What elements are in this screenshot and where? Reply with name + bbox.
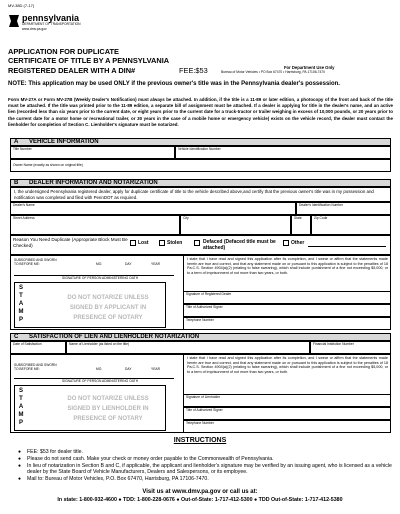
instruction-item <box>27 456 392 462</box>
lost-checkbox[interactable] <box>130 240 136 246</box>
vin-label: Vehicle Identification Number <box>178 146 221 151</box>
notary-warning-line: DO NOT NOTARIZE UNLESS <box>67 396 149 402</box>
stamp-letter: T <box>19 293 23 299</box>
form-title-line3: REGISTERED DEALER WITH A DIN# <box>8 66 136 75</box>
form-title-line1: APPLICATION FOR DUPLICATE <box>8 47 119 56</box>
notary-warning-line: PRESENCE OF NOTARY <box>73 315 143 321</box>
department-name: DEPARTMENT OF TRANSPORTATION <box>22 22 81 26</box>
other-checkbox[interactable] <box>283 240 289 246</box>
form-id: MV-38D (7-17) <box>8 3 35 8</box>
stamp-letters-b <box>16 284 26 324</box>
vin-field[interactable] <box>175 146 391 159</box>
instruction-item <box>27 463 392 475</box>
dealer-id-label: Dealer's Identification Number <box>299 202 344 207</box>
instruction-text: Please do not send cash. Make your check or money order payable to the Commonwealth of Pennsylvania. <box>27 456 274 462</box>
lienholder-signature-label: Signature of Lienholder <box>186 394 221 399</box>
notary-warning-line: SIGNED BY APPLICANT IN <box>69 305 147 311</box>
dealer-name-label: Dealer's Name <box>13 202 35 207</box>
affirmation-text-b: I state that I have read and signed this application after its completion, and I swear or affirm that the statements made herein are true and correct, and that any statement made on or pursuant to this application is subject to the penalties of 18 Pa.C.S. Section 4904(a)(2) (relating to false swearing), which shall include punishment of a fine not exceeding $5,000, or to a term of imprisonment of not more than two years, or both. <box>187 257 388 275</box>
owner-name-label: Owner Name (exactly as shown on original title) <box>13 163 83 167</box>
stamp-letter: P <box>18 420 23 426</box>
instructions-heading: INSTRUCTIONS <box>173 437 227 444</box>
other-line[interactable] <box>308 246 386 247</box>
affirmation-text-c: I state that I have read and signed this application after its completion, and I swear or affirm that the statements made herein are true and correct, and that any statement made on or pursuant to this application is subject to the penalties of 18 Pa.C.S. Section 4904(a)(2) (relating to false swearing), which shall include punishment of a fine not exceeding $5,000, or to a term of imprisonment of not more than two years, or both. <box>187 356 388 374</box>
bullet-icon: ● <box>18 463 22 469</box>
stamp-letter: A <box>18 404 24 410</box>
title-number-field[interactable] <box>10 146 175 159</box>
sworn-label-b <box>14 259 59 267</box>
dealer-name-field[interactable] <box>10 202 296 215</box>
bullet-icon: ● <box>18 449 22 455</box>
financial-institution-field[interactable] <box>310 341 391 354</box>
note-content: NOTE: This application may be used ONLY if the previous owner's title was in the Pennsylvania dealer's possession. <box>8 81 340 87</box>
day-label-c: DAY <box>125 367 132 371</box>
lienholder-name-field[interactable] <box>66 341 310 354</box>
other-label: Other <box>291 240 305 246</box>
stamp-letter: T <box>19 396 23 402</box>
signer-title-label-b: Title of Authorized Signer <box>186 304 223 309</box>
intro-paragraph <box>8 97 393 128</box>
affirmation-c <box>187 356 388 374</box>
owner-name-field[interactable] <box>10 159 391 172</box>
section-b-title: DEALER INFORMATION AND NOTARIZATION <box>29 180 158 186</box>
title-number-label: Title Number <box>13 146 32 151</box>
affirmation-b <box>187 257 388 275</box>
defaced-text: Defaced (Defaced title must be attached) <box>203 239 276 251</box>
section-b-header <box>10 179 391 187</box>
lienholder-signature-field[interactable] <box>183 394 391 407</box>
notary-warning-c <box>48 394 168 424</box>
form-title-line2: CERTIFICATE OF TITLE BY A PENNSYLVANIA <box>8 56 170 65</box>
dealer-signature-label: Signature of Registered Dealer <box>186 291 232 296</box>
zip-label: Zip Code <box>314 215 328 220</box>
stamp-letter: P <box>18 317 23 323</box>
signer-title-field-c[interactable] <box>183 407 391 420</box>
reason-text: Reason You Need Duplicate (Appropriate Block Must Be Checked) <box>13 237 128 248</box>
stamp-letter: M <box>18 309 24 315</box>
financial-institution-label: Financial Institution Number <box>313 341 354 346</box>
satisfaction-date-field[interactable] <box>10 341 66 354</box>
bullet-icon: ● <box>18 456 22 462</box>
year-label-b: YEAR <box>151 262 160 266</box>
dealer-id-field[interactable] <box>296 202 391 215</box>
day-label-b: DAY <box>125 262 132 266</box>
stamp-letters-c <box>16 387 26 427</box>
mo-label-c: MO. <box>96 367 103 371</box>
sworn-label-c <box>14 364 59 372</box>
phone-label-c: Telephone Number <box>186 420 214 425</box>
defaced-checkbox[interactable] <box>194 240 200 246</box>
instruction-text: In lieu of notarization in Section B and C, if applicable, the applicant and lienholder's signature may be verified by an issuing agent, who is licensed as a vehicle dealer by the State Board of Vehicle Manufacturers, Dealers and Salespersons, or its employee. <box>27 463 392 475</box>
signer-title-field-b[interactable] <box>183 304 391 317</box>
bullet-icon: ● <box>18 476 22 482</box>
notary-warning-b <box>48 293 168 323</box>
notary-warning-line: PRESENCE OF NOTARY <box>73 416 143 422</box>
lost-label: Lost <box>138 240 149 246</box>
stamp-letter: A <box>18 301 24 307</box>
city-label: City <box>183 215 189 220</box>
department-use-label: For Department Use Only <box>284 65 335 70</box>
instruction-item <box>27 449 392 455</box>
section-a-header <box>10 138 391 146</box>
state-logotype: pennsylvania <box>22 13 80 23</box>
state-field[interactable] <box>291 215 311 235</box>
instruction-text: FEE: $53 for dealer title. <box>27 449 83 455</box>
city-field[interactable] <box>180 215 291 235</box>
mo-label-b: MO. <box>96 262 103 266</box>
street-label: Street Address <box>13 215 35 220</box>
satisfaction-date-label: Date of Satisfaction <box>13 341 42 346</box>
footer-visit: Visit us at www.dmv.pa.gov or call us at: <box>142 489 258 495</box>
street-field[interactable] <box>10 215 180 235</box>
lienholder-name-label: Name of Lienholder (as listed on the title) <box>69 341 130 346</box>
reason-label <box>13 237 129 248</box>
notary-sig-label-b: SIGNATURE OF PERSON ADMINISTERING OATH <box>62 276 139 280</box>
phone-field-b[interactable] <box>183 317 391 330</box>
state-label: State <box>294 215 302 220</box>
notary-warning-line: DO NOT NOTARIZE UNLESS <box>67 295 149 301</box>
keystone-logo-icon <box>8 14 20 33</box>
bureau-address: Bureau of Motor Vehicles • PO Box 67470 • Harrisburg, PA 17106-7470 <box>221 70 325 74</box>
fee-label: FEE:$53 <box>179 66 208 75</box>
phone-field-c[interactable] <box>183 420 391 433</box>
stamp-letter: S <box>18 285 23 291</box>
stolen-label: Stolen <box>167 240 183 246</box>
section-c-header <box>10 333 391 341</box>
signer-title-label-c: Title of Authorized Signer <box>186 407 223 412</box>
intro-text: Form MV-27A or Form MV-27B (Weekly Dealer's Notification) must always be attached. In addition, if the title is a 11-89 or later edition, a photocopy of the front and back of the title must be attached. If the title was printed prior to the 11-89 edition, a separate bill of assignment must be attached. If a dealer is applying for title in the dealer's name, and an active lien (recorded less than six years prior to the current date, or eight years prior to the current date for a truck-tractor or trailer weighing in excess of 10,000 pounds, or 20 years prior to the current date for a motor home or recreational trailer, or 30 years in the case of a mobile home or emergency vehicle) exists on the vehicle record, the dealer must contact the lienholder for completion of Section C. Lienholder's signature must be notarized. <box>8 97 393 127</box>
section-c-title: SATISFACTION OF LIEN AND LIENHOLDER NOTARIZATION <box>29 334 200 340</box>
instruction-text: Mail to: Bureau of Motor Vehicles, P.O. Box 67470, Harrisburg, PA 17106-7470. <box>27 476 209 482</box>
dealer-signature-field[interactable] <box>183 291 391 304</box>
section-a-letter: A <box>14 139 19 145</box>
instruction-item <box>27 476 392 482</box>
zip-field[interactable] <box>311 215 391 235</box>
stamp-letter: S <box>18 388 23 394</box>
phone-label-b: Telephone Number <box>186 317 214 322</box>
defaced-label <box>203 239 283 251</box>
stolen-checkbox[interactable] <box>159 240 165 246</box>
notary-warning-line: SIGNED BY LIENHOLDER IN <box>67 406 149 412</box>
note-text <box>8 80 393 88</box>
notary-sig-label-c: SIGNATURE OF PERSON ADMINISTERING OATH <box>62 379 139 383</box>
section-a-title: VEHICLE INFORMATION <box>29 139 99 145</box>
sworn-text-b: SUBSCRIBED AND SWORN TO BEFORE ME: <box>14 258 57 266</box>
sworn-text-c: SUBSCRIBED AND SWORN TO BEFORE ME: <box>14 363 57 371</box>
certification-text: I, the undersigned Pennsylvania registered dealer, apply for duplicate certificate of title to the vehicle described above,and certify that the previous owner's title was in my possession and notification was completed and filed with PennDOT as required. <box>14 189 374 200</box>
section-c-letter: C <box>14 334 19 340</box>
stamp-letter: M <box>18 412 24 418</box>
section-b-letter: B <box>14 180 19 186</box>
footer-phones: In state: 1-800-932-4600 ● TDD: 1-800-228-0676 ● Out-of-State: 1-717-412-5300 ● TDD Out-of-State: 1-717-412-5380 <box>57 497 343 503</box>
year-label-c: YEAR <box>151 367 160 371</box>
website-small: www.dmv.pa.gov <box>22 27 47 31</box>
certification-box <box>10 187 391 202</box>
